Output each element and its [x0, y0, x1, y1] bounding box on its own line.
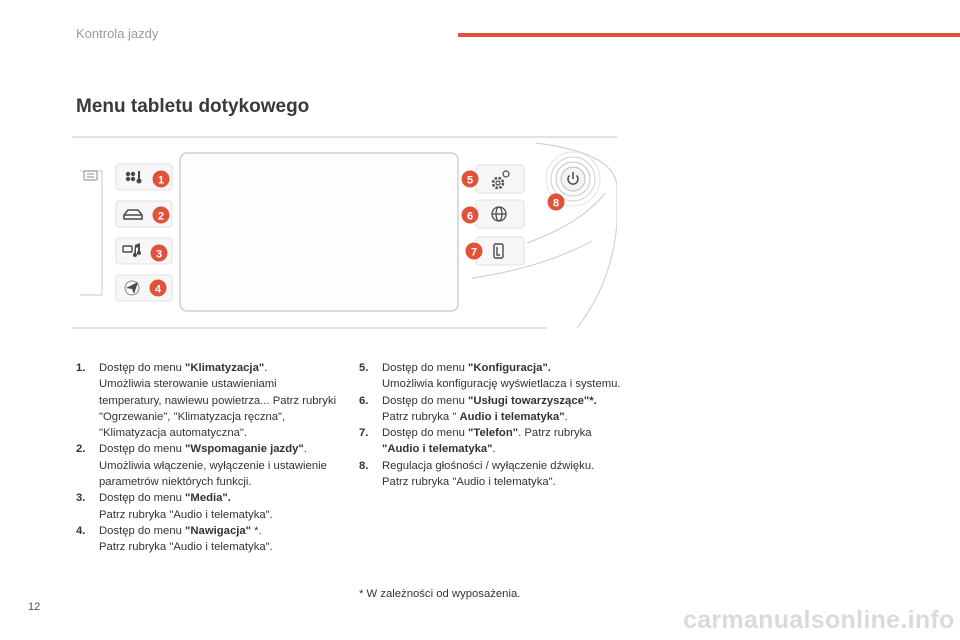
item-description-suffix: . [492, 443, 496, 456]
menu-name: "Usługi towarzyszące"*. [468, 394, 597, 407]
item-description: Patrz rubryka "Audio i telematyka". [99, 541, 273, 554]
item-suffix: *. [251, 524, 262, 537]
callout-6 [462, 207, 479, 224]
item-description: Umożliwia włączenie, wyłączenie i ustawienie parametrów niektórych funkcji. [99, 459, 327, 489]
callout-8 [548, 194, 565, 211]
item-suffix: . [303, 443, 307, 456]
menu-name: "Konfiguracja". [468, 362, 551, 374]
item-intro: Dostęp do menu [382, 427, 469, 440]
svg-text:3: 3 [155, 248, 163, 261]
menu-name: "Media". [185, 492, 231, 505]
item-description-suffix: . [564, 410, 568, 423]
descriptions-right [359, 360, 624, 490]
svg-text:4: 4 [154, 283, 162, 296]
svg-text:8: 8 [552, 197, 560, 210]
item-intro: Dostęp do menu [99, 492, 186, 505]
touch-screen [180, 153, 458, 311]
item-intro: Regulacja głośności / wyłączenie dźwięku. [382, 459, 595, 472]
menu-item-5 [359, 360, 624, 393]
callout-3 [151, 245, 168, 262]
menu-item-6 [359, 393, 624, 426]
phone-button-frame [476, 237, 524, 265]
descriptions-left [76, 360, 338, 556]
menu-item-4 [76, 523, 338, 556]
left-panel-outline [80, 171, 102, 295]
item-description-bold: "Audio i telematyka" [382, 443, 493, 456]
menu-name: "Nawigacja" [185, 524, 252, 537]
item-description: Patrz rubryka "Audio i telematyka". [99, 508, 273, 521]
item-number: 1. [76, 362, 86, 374]
callout-7 [466, 243, 483, 260]
menu-item-1 [76, 360, 338, 441]
callout-4 [150, 280, 167, 297]
menu-item-8 [359, 458, 624, 491]
item-description: Umożliwia sterowanie ustawieniami temperatury, nawiewu powietrza... Patrz rubryki "Ogrzewanie", "Klimatyzacja ręczna", "Klimatyzacja automatyczna". [99, 378, 337, 440]
page-title: Menu tabletu dotykowego [76, 96, 310, 117]
item-intro: Dostęp do menu [382, 362, 469, 374]
svg-text:1: 1 [157, 174, 165, 187]
svg-text:2: 2 [157, 210, 165, 223]
menu-name: "Klimatyzacja" [185, 362, 265, 374]
menu-name: "Telefon" [468, 427, 519, 440]
item-number: 2. [76, 443, 86, 456]
callout-1 [153, 171, 170, 188]
item-description-bold: Audio i telematyka" [459, 410, 565, 423]
item-intro: Dostęp do menu [99, 443, 186, 456]
header-accent-bar [458, 33, 960, 37]
menu-name: "Wspomaganie jazdy" [185, 443, 304, 456]
item-number: 3. [76, 492, 86, 505]
heated-window-icon [84, 171, 97, 180]
menu-item-3 [76, 490, 338, 523]
item-intro: Dostęp do menu [99, 524, 186, 537]
menu-item-7 [359, 425, 624, 458]
item-description: Patrz rubryka " [382, 410, 460, 423]
item-number: 5. [359, 362, 369, 374]
page-number: 12 [28, 601, 41, 613]
svg-text:7: 7 [470, 246, 478, 259]
watermark: carmanualsonline.info [683, 606, 955, 634]
item-number: 8. [359, 459, 369, 472]
item-number: 7. [359, 427, 369, 440]
svg-text:6: 6 [466, 210, 474, 223]
menu-item-2 [76, 441, 338, 490]
item-intro: Dostęp do menu [382, 394, 469, 407]
item-number: 4. [76, 524, 86, 537]
callout-5 [462, 171, 479, 188]
callout-2 [153, 207, 170, 224]
item-description: Patrz rubryka "Audio i telematyka". [382, 476, 556, 489]
item-intro: Dostęp do menu [99, 362, 186, 374]
right-panel-inner-curve [527, 193, 605, 243]
item-description: Umożliwia konfigurację wyświetlacza i systemu. [382, 378, 621, 391]
section-title: Kontrola jazdy [76, 26, 159, 41]
touch-tablet-diagram [72, 133, 617, 333]
footnote: * W zależności od wyposażenia. [359, 588, 521, 600]
item-suffix: . Patrz rubryka [518, 427, 592, 440]
svg-text:5: 5 [466, 174, 474, 187]
item-suffix: . [264, 362, 268, 374]
item-number: 6. [359, 394, 369, 407]
